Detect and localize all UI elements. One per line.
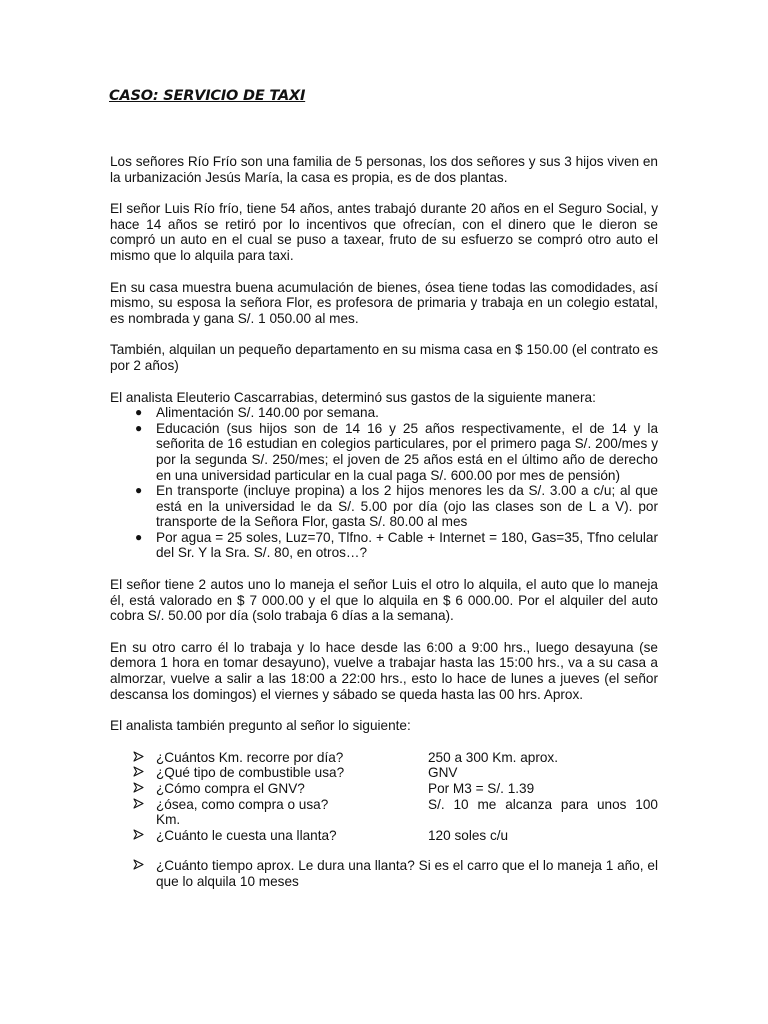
list-item [156, 858, 658, 889]
arrowhead-bullet-icon [133, 798, 144, 809]
paragraph-family: Los señores Río Frío son una familia de 5 personas, los dos señores y sus 3 hijos viven en la urbanización Jesús María, la casa es propia, es de dos plantas. [110, 154, 658, 185]
expense-text: Educación (sus hijos son de 14 16 y 25 años respectivamente, el de 14 y la señorita de 16 estudian en colegios particulares, por el primero paga S/. 200/mes y por la segunda S/. 250/mes; el joven de 25 años está en el último año de derecho en una universidad particular en la cual paga S/. 600.00 por mes de pensión) [156, 420, 658, 483]
answer-continuation: Km. [156, 812, 181, 828]
list-item [135, 483, 658, 530]
arrowhead-bullet-icon [133, 859, 144, 870]
answer-text: Por M3 = S/. 1.39 [428, 781, 535, 796]
question-text [156, 797, 428, 828]
paragraph-luis: El señor Luis Río frío, tiene 54 años, antes trabajó durante 20 años en el Seguro Social, y hace 14 años se retiró por lo incentivos que ofrecían, con el dinero que le dieron se compró un auto en el cual se puso a taxear, fruto de su esfuerzo se compró otro auto el mismo que lo alquila para taxi. [110, 201, 658, 263]
paragraph-analyst: El analista Eleuterio Cascarrabias, determinó sus gastos de la siguiente manera: [110, 389, 596, 405]
paragraph-cars: El señor tiene 2 autos uno lo maneja el señor Luis el otro lo alquila, el auto que lo maneja él, está valorado en $ 7 000.00 y el que lo alquila en $ 6 000.00. Por el alquiler del auto cobra S/. 50.00 por día (solo trabaja 6 días a la semana). [110, 577, 658, 624]
list-item [156, 797, 658, 828]
expense-list [110, 405, 658, 561]
answer-text: 120 soles c/u [428, 827, 509, 843]
answer-text: S/. 10 me alcanza para unos 100 [428, 796, 658, 812]
document-body [110, 154, 658, 890]
answer-text: 250 a 300 Km. aprox. [428, 749, 558, 765]
question-text: ¿Cuántos Km. recorre por día? [156, 749, 344, 765]
arrowhead-bullet-icon [133, 782, 144, 793]
expense-text: En transporte (incluye propina) a los 2 hijos menores les da S/. 3.00 a c/u; al que está en la universidad le da S/. 5.00 por día (ojo las clases son de L a V). por transporte de la Señora Flor, gasta S/. 80.00 al mes [156, 483, 658, 530]
question-list [110, 750, 658, 844]
list-item [156, 828, 658, 844]
bullet-icon: ● [135, 529, 143, 544]
bullet-icon: ● [135, 483, 143, 498]
list-item [156, 781, 658, 797]
question-list-final [110, 858, 658, 889]
question-text: ¿Cómo compra el GNV? [156, 781, 305, 796]
question-text: ¿Cuánto tiempo aprox. Le dura una llanta? Si es el carro que el lo maneja 1 año, el que lo alquila 10 meses [156, 858, 658, 889]
bullet-icon: ● [135, 420, 143, 435]
paragraph-rent: También, alquilan un pequeño departamento en su misma casa en $ 150.00 (el contrato es por 2 años) [110, 342, 658, 373]
expense-text: Por agua = 25 soles, Luz=70, Tlfno. + Cable + Internet = 180, Gas=35, Tfno celular del Sr. Y la Sra. S/. 80, en otros…? [156, 529, 658, 561]
arrowhead-bullet-icon [133, 751, 144, 762]
question-text: ¿Cuánto le cuesta una llanta? [156, 827, 337, 843]
list-item [156, 765, 658, 781]
list-item [135, 420, 658, 483]
expense-text: Alimentación S/. 140.00 por semana. [156, 405, 379, 421]
list-item [135, 405, 658, 421]
arrowhead-bullet-icon [133, 766, 144, 777]
answer-text: GNV [428, 765, 458, 781]
list-item [135, 529, 658, 561]
bullet-icon: ● [135, 405, 143, 420]
paragraph-schedule: En su otro carro él lo trabaja y lo hace desde las 6:00 a 9:00 hrs., luego desayuna (se demora 1 hora en tomar desayuno), vuelve a trabajar hasta las 15:00 hrs., va a su casa a almorzar, vuelve a salir a las 18:00 a 22:00 hrs., esto lo hace de lunes a jueves (el señor descansa los domingos) el viernes y sábado se queda hasta las 00 hrs. Aprox. [110, 639, 658, 702]
paragraph-questions-intro: El analista también pregunto al señor lo siguiente: [110, 718, 411, 734]
paragraph-house: En su casa muestra buena acumulación de bienes, ósea tiene todas las comodidades, así mismo, su esposa la señora Flor, es profesora de primaria y trabaja en un colegio estatal, es nombrada y gana S/. 1 050.00 al mes. [110, 279, 658, 326]
question-text: ¿Qué tipo de combustible usa? [156, 765, 345, 781]
question-line: ¿ósea, como compra o usa? [156, 796, 329, 812]
list-item [156, 750, 658, 766]
arrowhead-bullet-icon [133, 829, 144, 840]
document-title: CASO: SERVICIO DE TAXI [109, 88, 306, 104]
